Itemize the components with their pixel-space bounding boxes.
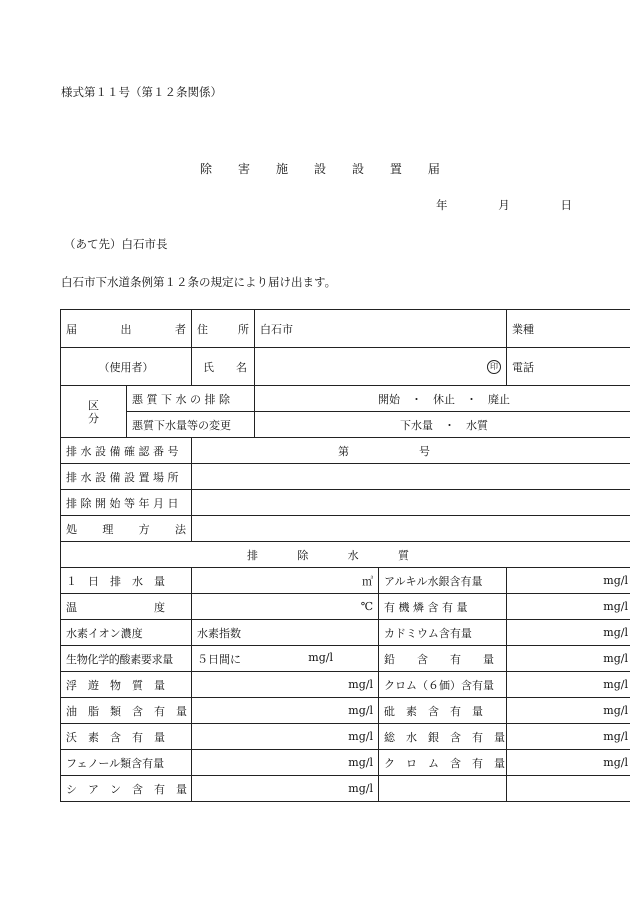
quality-left-unit: ㎥ (362, 574, 373, 588)
addressee: （あて先）白石市長 (64, 237, 168, 251)
quality-row (61, 750, 630, 776)
quality-left-value[interactable] (192, 750, 379, 776)
quality-left-unit: mg/l (348, 704, 373, 717)
quality-right-label-cell (379, 672, 507, 698)
seal-icon: 印 (487, 360, 501, 374)
applicant-char: 届 (66, 322, 77, 336)
quality-right-value[interactable] (507, 724, 630, 750)
confirmation-label-cell (61, 438, 192, 464)
quality-right-unit: mg/l (603, 704, 628, 717)
quality-left-unit: mg/l (348, 730, 373, 743)
application-table (60, 309, 630, 802)
quality-left-label-cell (61, 724, 192, 750)
quality-left-value[interactable] (192, 646, 379, 672)
location-label-cell (61, 464, 192, 490)
location-label: 排 水 設 備 設 置 場 所 (66, 470, 179, 484)
quality-right-label-cell (379, 568, 507, 594)
industry-label: 業種 (512, 322, 534, 336)
quality-right-label: 有 機 燐 含 有 量 (384, 600, 468, 614)
quality-right-value[interactable] (507, 594, 630, 620)
quality-right-label: ク ロ ム 含 有 量 (384, 756, 505, 770)
quality-right-unit: mg/l (603, 652, 628, 665)
quality-left-label: １ 日 排 水 量 (66, 574, 165, 588)
quality-left-label: 生物化学的酸素要求量 (66, 652, 173, 666)
title-char: 設 (313, 162, 326, 176)
quality-header-char: 質 (397, 548, 409, 562)
title-char: 届 (427, 162, 440, 176)
title-char: 設 (351, 162, 364, 176)
address-label-char: 所 (238, 322, 249, 336)
quality-right-label: カドミウム含有量 (384, 626, 472, 640)
quality-row (61, 594, 630, 620)
address-label-char: 住 (197, 322, 208, 336)
quality-left-label-cell (61, 698, 192, 724)
quality-right-value[interactable] (507, 672, 630, 698)
quality-left-label: 水素イオン濃度 (66, 626, 143, 640)
quality-right-unit: mg/l (603, 756, 628, 769)
method-char: 処 (66, 522, 77, 536)
quality-right-label: クロム（６価）含有量 (384, 678, 494, 692)
quality-left-value[interactable] (192, 672, 379, 698)
quality-right-label-cell (379, 750, 507, 776)
form-title (200, 160, 440, 177)
discharge-label: 悪 質 下 水 の 排 除 (132, 392, 230, 406)
quality-right-label: アルキル水銀含有量 (384, 574, 483, 588)
confirmation-label: 排 水 設 備 確 認 番 号 (66, 444, 179, 458)
applicant-char: 者 (175, 322, 186, 336)
quality-left-value[interactable] (192, 724, 379, 750)
quality-row (61, 698, 630, 724)
name-field[interactable] (255, 348, 507, 386)
method-char: 方 (138, 522, 150, 536)
quality-right-value[interactable] (507, 568, 630, 594)
quality-right-value[interactable] (507, 646, 630, 672)
quality-right-unit: mg/l (603, 626, 628, 639)
discharge-label-cell (127, 386, 255, 412)
quality-left-unit: mg/l (308, 650, 333, 664)
address-field[interactable] (255, 310, 507, 348)
quality-left-value[interactable] (192, 620, 379, 646)
quality-left-prefix: ５日間に (197, 652, 241, 666)
quality-right-unit: mg/l (603, 574, 628, 587)
start-date-label: 排 除 開 始 等 年 月 日 (66, 496, 179, 510)
quality-left-label: シ ア ン 含 有 量 (66, 782, 187, 796)
quality-left-value[interactable] (192, 568, 379, 594)
quality-right-label: 砒 素 含 有 量 (384, 704, 483, 718)
title-char: 施 (275, 162, 288, 176)
start-date-label-cell (61, 490, 192, 516)
change-label: 悪質下水量等の変更 (132, 418, 231, 432)
quality-left-label-cell (61, 750, 192, 776)
date-line[interactable] (436, 197, 572, 213)
quality-left-label: 浮 遊 物 質 量 (66, 678, 165, 692)
quality-header (61, 542, 630, 568)
quality-row (61, 620, 630, 646)
title-char: 害 (237, 162, 250, 176)
method-field[interactable] (192, 516, 630, 542)
quality-right-label-cell (379, 724, 507, 750)
discharge-options-text: 開始 ・ 休止 ・ 廃止 (378, 392, 510, 406)
change-options[interactable] (255, 412, 630, 438)
classification-label-text (87, 399, 100, 425)
quality-row (61, 776, 630, 802)
name-label-char: 氏 (203, 360, 214, 374)
quality-right-label-cell (379, 776, 507, 802)
quality-right-label-cell (379, 646, 507, 672)
quality-row (61, 568, 630, 594)
phone-field[interactable] (507, 348, 630, 386)
user-label: （使用者） (98, 360, 154, 374)
quality-left-label-cell (61, 646, 192, 672)
quality-left-label: 温 度 (66, 600, 165, 614)
discharge-options[interactable] (255, 386, 630, 412)
quality-right-label: 総 水 銀 含 有 量 (384, 730, 505, 744)
quality-left-label: フェノール類含有量 (66, 756, 165, 770)
month-label: 月 (498, 198, 510, 212)
quality-row (61, 672, 630, 698)
quality-left-unit: mg/l (348, 678, 373, 691)
classification-char: 分 (88, 411, 99, 425)
quality-right-value[interactable] (507, 620, 630, 646)
quality-left-label-cell (61, 776, 192, 802)
quality-left-value[interactable] (192, 698, 379, 724)
title-char: 除 (200, 162, 213, 176)
quality-right-label-cell (379, 594, 507, 620)
start-date-field[interactable] (192, 490, 630, 516)
quality-right-unit: mg/l (603, 600, 628, 613)
form-number: 様式第１１号（第１２条関係） (61, 85, 222, 99)
location-field[interactable] (192, 464, 630, 490)
number-prefix: 第 (338, 444, 349, 458)
number-suffix: 号 (419, 444, 430, 458)
name-label-char: 名 (236, 360, 247, 374)
quality-header-char: 排 (247, 548, 258, 562)
phone-label: 電話 (512, 360, 534, 374)
address-value: 白石市 (260, 322, 293, 336)
quality-left-label: 油 脂 類 含 有 量 (66, 704, 187, 718)
quality-right-value[interactable] (507, 750, 630, 776)
quality-row (61, 646, 630, 672)
quality-left-label-cell (61, 672, 192, 698)
industry-field[interactable] (507, 310, 630, 348)
method-char: 理 (102, 522, 114, 536)
quality-right-unit: mg/l (603, 730, 628, 743)
quality-right-label-cell (379, 698, 507, 724)
address-label (192, 310, 255, 348)
method-label-cell (61, 516, 192, 542)
name-label (192, 348, 255, 386)
classification-label (61, 386, 127, 438)
classification-char: 区 (88, 398, 99, 412)
quality-left-prefix: 水素指数 (197, 626, 241, 640)
quality-right-value[interactable] (507, 698, 630, 724)
quality-right-label: 鉛 含 有 量 (384, 652, 494, 666)
quality-left-value[interactable] (192, 776, 379, 802)
quality-left-unit: ℃ (360, 600, 373, 613)
quality-right-label-cell (379, 620, 507, 646)
quality-row (61, 724, 630, 750)
quality-left-label-cell (61, 568, 192, 594)
quality-header-char: 除 (297, 548, 309, 562)
applicant-char: 出 (120, 322, 132, 336)
title-char: 置 (389, 162, 402, 176)
day-label: 日 (560, 198, 572, 212)
quality-left-label-cell (61, 620, 192, 646)
change-options-text: 下水量 ・ 水質 (400, 418, 488, 432)
method-char: 法 (174, 522, 186, 536)
quality-right-unit: mg/l (603, 678, 628, 691)
quality-left-unit: mg/l (348, 782, 373, 795)
applicant-sublabel (61, 348, 192, 386)
confirmation-number-field[interactable] (192, 438, 630, 464)
statement: 白石市下水道条例第１２条の規定により届け出ます。 (61, 275, 337, 289)
quality-left-label: 沃 素 含 有 量 (66, 730, 165, 744)
quality-left-label-cell (61, 594, 192, 620)
applicant-label (61, 310, 192, 348)
year-label: 年 (436, 198, 448, 212)
quality-left-value[interactable] (192, 594, 379, 620)
quality-header-char: 水 (347, 548, 359, 562)
quality-right-value[interactable] (507, 776, 630, 802)
quality-left-unit: mg/l (348, 756, 373, 769)
change-label-cell (127, 412, 255, 438)
